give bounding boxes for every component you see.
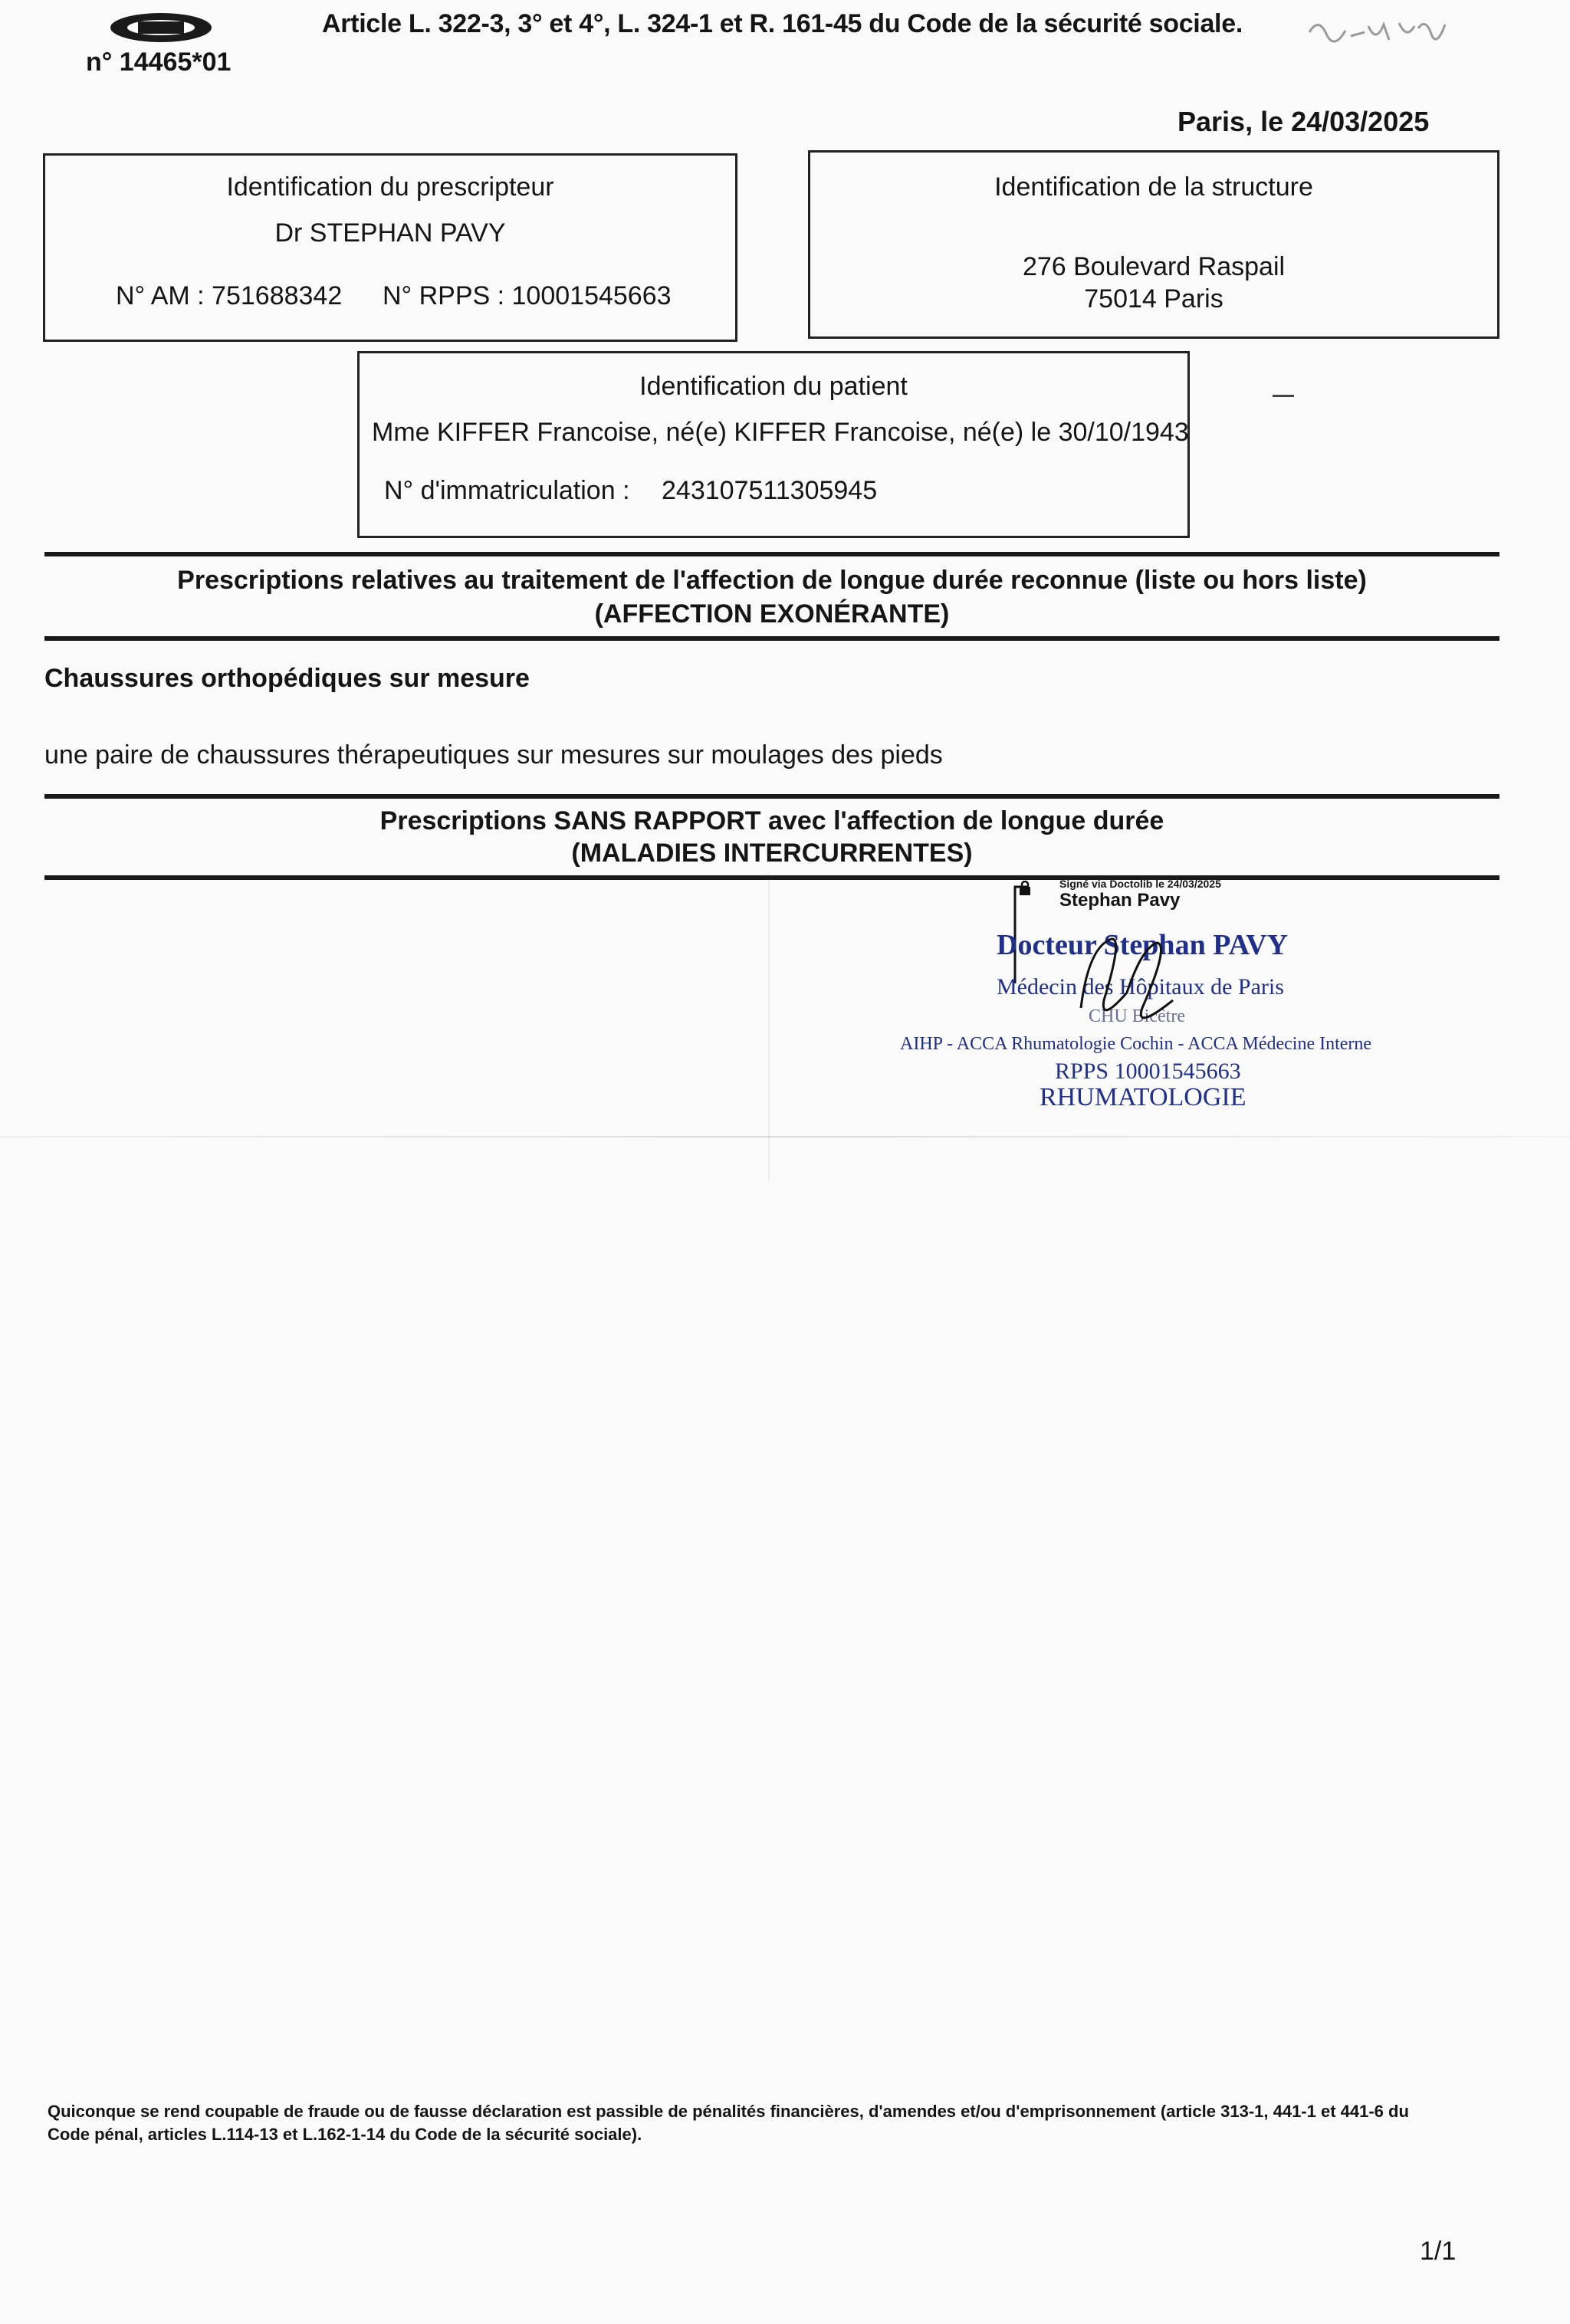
cerfa-logo-icon xyxy=(107,11,215,44)
handwritten-note-icon xyxy=(1303,9,1457,55)
stamp-affiliations: AIHP - ACCA Rhumatologie Cochin - ACCA Médecine Interne xyxy=(900,1034,1372,1054)
structure-heading: Identification de la structure xyxy=(994,172,1313,202)
prescription-item-title: Chaussures orthopédiques sur mesure xyxy=(44,664,530,693)
legal-footer: Quiconque se rend coupable de fraude ou de fausse déclaration est passible de pénalités financières, d'amendes et/ou d'emprisonnement (article 313-1, 441-1 et 441-6 du Code pénal, articles L.114-13 et L.162-1-14 du Code de la sécurité sociale). xyxy=(48,2102,1409,2144)
patient-box xyxy=(357,351,1190,538)
stamp-hospital: Médecin des Hôpitaux de Paris xyxy=(997,974,1284,1000)
cerfa-number: n° 14465*01 xyxy=(86,48,232,77)
stamp-specialty: RHUMATOLOGIE xyxy=(1040,1083,1246,1111)
patient-immatriculation-label: N° d'immatriculation : xyxy=(384,476,630,505)
paper-fold-horizontal xyxy=(0,1136,1570,1137)
page-number: 1/1 xyxy=(1420,2237,1457,2266)
prescriber-name: Dr STEPHAN PAVY xyxy=(274,218,506,248)
stray-mark xyxy=(1273,395,1294,397)
legal-article-reference: Article L. 322-3, 3° et 4°, L. 324-1 et R. 161-45 du Code de la sécurité sociale. xyxy=(322,9,1243,38)
handwritten-signature-icon xyxy=(1058,916,1204,1039)
patient-heading: Identification du patient xyxy=(639,372,908,401)
ald-section-title: Prescriptions relatives au traitement de l'affection de longue durée reconnue (liste ou hors liste) xyxy=(177,566,1367,595)
structure-address-line2: 75014 Paris xyxy=(1084,284,1223,313)
ald-section-subtitle: (AFFECTION EXONÉRANTE) xyxy=(594,599,950,629)
prescriber-box xyxy=(43,153,737,342)
prescription-item-detail: une paire de chaussures thérapeutiques sur mesures sur moulages des pieds xyxy=(44,740,943,770)
prescriber-am-number: N° AM : 751688342 xyxy=(116,281,343,310)
other-section-title: Prescriptions SANS RAPPORT avec l'affection de longue durée xyxy=(379,806,1164,835)
place-and-date: Paris, le 24/03/2025 xyxy=(1178,106,1430,137)
doctor-stamp-signature xyxy=(882,878,1434,1115)
signer-name: Stephan Pavy xyxy=(1059,890,1181,911)
section-rule-mid xyxy=(44,636,1499,641)
structure-box xyxy=(808,150,1499,339)
other-section-subtitle: (MALADIES INTERCURRENTES) xyxy=(571,839,973,868)
stamp-doctor-name: Docteur Stephan PAVY xyxy=(997,929,1289,961)
patient-identity: Mme KIFFER Francoise, né(e) KIFFER Francoise, né(e) le 30/10/1943 xyxy=(372,418,1189,447)
stamp-rpps: RPPS 10001545663 xyxy=(1055,1059,1241,1084)
section-rule-2 xyxy=(44,794,1499,799)
stamp-chu: CHU Bicêtre xyxy=(1089,1006,1185,1026)
structure-address-line1: 276 Boulevard Raspail xyxy=(1022,252,1286,281)
prescriber-heading: Identification du prescripteur xyxy=(226,172,554,202)
paper-fold-vertical xyxy=(768,874,770,1180)
prescriber-rpps-number: N° RPPS : 10001545663 xyxy=(383,281,672,310)
signed-via-doctolib: Signé via Doctolib le 24/03/2025 xyxy=(1059,878,1221,890)
section-rule-top xyxy=(44,552,1499,556)
patient-immatriculation-value: 243107511305945 xyxy=(662,476,878,505)
